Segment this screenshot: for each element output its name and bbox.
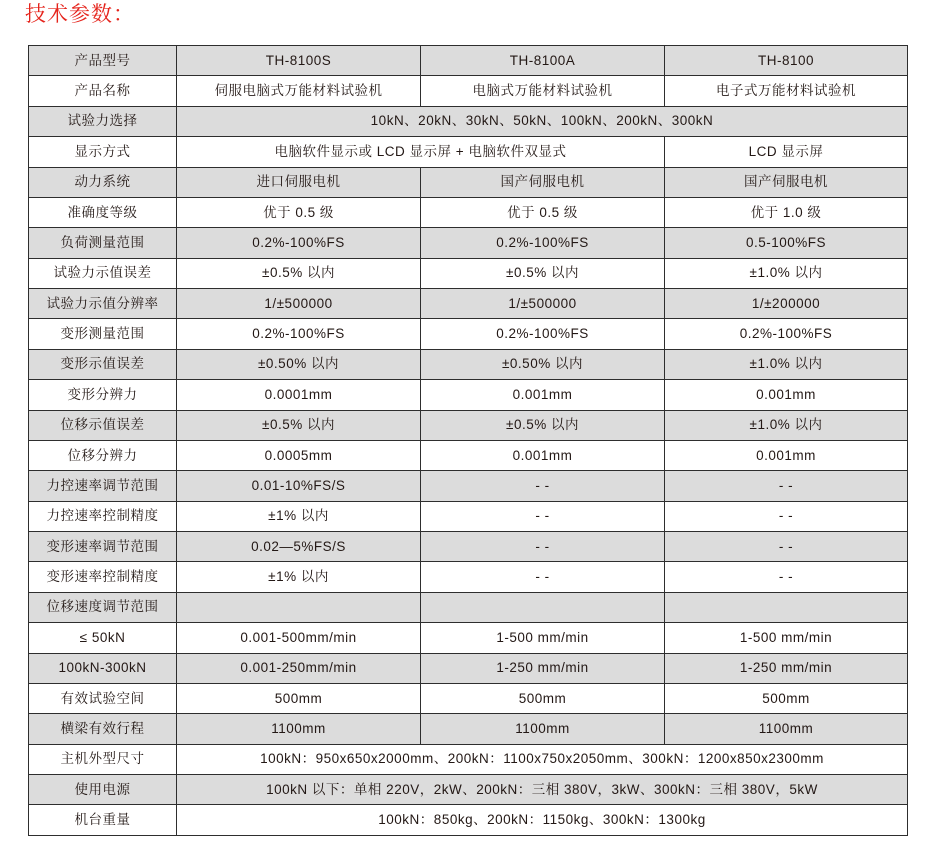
- cell-th-8100: 0.001mm: [665, 380, 908, 410]
- spec-row-product-name: [29, 76, 908, 106]
- row-label: 变形速率调节范围: [29, 532, 177, 562]
- cell-th-8100: 电子式万能材料试验机: [665, 76, 908, 106]
- spec-row-deformation-rate-accuracy: [29, 562, 908, 592]
- cell-th-8100s: 0.02—5%FS/S: [177, 532, 421, 562]
- cell-th-8100s: 500mm: [177, 683, 421, 713]
- cell-th-8100s: 1/±500000: [177, 289, 421, 319]
- cell-all-models: 100kN：950x650x2000mm、200kN：1100x750x2050mm、300kN：1200x850x2300mm: [177, 744, 908, 774]
- cell-th-8100s: TH-8100S: [177, 46, 421, 76]
- row-label: 力控速率控制精度: [29, 501, 177, 531]
- row-label: 动力系统: [29, 167, 177, 197]
- cell-th-8100a: ±0.5% 以内: [421, 258, 665, 288]
- cell-th-8100s: 进口伺服电机: [177, 167, 421, 197]
- spec-row-deformation-resolution: [29, 380, 908, 410]
- cell-th-8100s-empty: [177, 592, 421, 622]
- cell-th-8100s: 0.01-10%FS/S: [177, 471, 421, 501]
- cell-all-models: 10kN、20kN、30kN、50kN、100kN、200kN、300kN: [177, 106, 908, 136]
- cell-th-8100-empty: [665, 592, 908, 622]
- cell-th-8100s: 优于 0.5 级: [177, 197, 421, 227]
- cell-th-8100a: - -: [421, 471, 665, 501]
- row-label: 变形示值误差: [29, 349, 177, 379]
- row-label: 显示方式: [29, 137, 177, 167]
- cell-th-8100s: ±0.5% 以内: [177, 258, 421, 288]
- cell-th-8100s-th-8100a: 电脑软件显示或 LCD 显示屏 + 电脑软件双显式: [177, 137, 665, 167]
- row-label: 位移速度调节范围: [29, 592, 177, 622]
- page-title: 技术参数：: [25, 3, 135, 26]
- cell-th-8100a: TH-8100A: [421, 46, 665, 76]
- cell-th-8100a: 1100mm: [421, 714, 665, 744]
- spec-row-power-system: [29, 167, 908, 197]
- cell-th-8100: ±1.0% 以内: [665, 258, 908, 288]
- row-label: 试验力示值误差: [29, 258, 177, 288]
- row-label: 主机外型尺寸: [29, 744, 177, 774]
- cell-th-8100a: 500mm: [421, 683, 665, 713]
- cell-th-8100a: 优于 0.5 级: [421, 197, 665, 227]
- cell-th-8100s: 0.2%-100%FS: [177, 228, 421, 258]
- cell-th-8100: ±1.0% 以内: [665, 410, 908, 440]
- spec-row-force-indication-error: [29, 258, 908, 288]
- cell-th-8100: 1-500 mm/min: [665, 623, 908, 653]
- cell-th-8100s: 0.2%-100%FS: [177, 319, 421, 349]
- spec-row-effective-test-space: [29, 683, 908, 713]
- cell-th-8100: - -: [665, 501, 908, 531]
- spec-row-force-rate-range: [29, 471, 908, 501]
- row-label: 负荷测量范围: [29, 228, 177, 258]
- cell-th-8100a: 国产伺服电机: [421, 167, 665, 197]
- spec-row-speed-up-to-50kn: [29, 623, 908, 653]
- row-label: 使用电源: [29, 775, 177, 805]
- spec-row-force-rate-accuracy: [29, 501, 908, 531]
- cell-th-8100s: ±0.50% 以内: [177, 349, 421, 379]
- spec-row-speed-100-300kn: [29, 653, 908, 683]
- cell-th-8100a: 0.2%-100%FS: [421, 228, 665, 258]
- cell-th-8100: 500mm: [665, 683, 908, 713]
- row-label: 位移示值误差: [29, 410, 177, 440]
- spec-row-displacement-speed-range: [29, 592, 908, 622]
- spec-row-displacement-indication-error: [29, 410, 908, 440]
- cell-th-8100: - -: [665, 532, 908, 562]
- spec-row-deformation-indication-error: [29, 349, 908, 379]
- cell-th-8100s: 1100mm: [177, 714, 421, 744]
- spec-row-crossbeam-travel: [29, 714, 908, 744]
- cell-th-8100: 1-250 mm/min: [665, 653, 908, 683]
- row-label: 产品名称: [29, 76, 177, 106]
- cell-th-8100: 优于 1.0 级: [665, 197, 908, 227]
- spec-row-power-supply: [29, 775, 908, 805]
- cell-th-8100: 0.2%-100%FS: [665, 319, 908, 349]
- row-label: 变形速率控制精度: [29, 562, 177, 592]
- cell-th-8100a-empty: [421, 592, 665, 622]
- cell-th-8100s: ±0.5% 以内: [177, 410, 421, 440]
- row-label: 变形分辨力: [29, 380, 177, 410]
- cell-th-8100: LCD 显示屏: [665, 137, 908, 167]
- row-label: 试验力示值分辨率: [29, 289, 177, 319]
- row-label: 横梁有效行程: [29, 714, 177, 744]
- cell-th-8100a: ±0.5% 以内: [421, 410, 665, 440]
- cell-th-8100s: 0.0001mm: [177, 380, 421, 410]
- cell-th-8100s: ±1% 以内: [177, 562, 421, 592]
- cell-th-8100a: 电脑式万能材料试验机: [421, 76, 665, 106]
- spec-row-product-model: [29, 46, 908, 76]
- cell-th-8100s: 伺服电脑式万能材料试验机: [177, 76, 421, 106]
- spec-row-display-mode: [29, 137, 908, 167]
- cell-all-models: 100kN：850kg、200kN：1150kg、300kN：1300kg: [177, 805, 908, 835]
- row-label: 机台重量: [29, 805, 177, 835]
- spec-row-deformation-rate-range: [29, 532, 908, 562]
- cell-th-8100s: 0.001-500mm/min: [177, 623, 421, 653]
- row-label: 100kN-300kN: [29, 653, 177, 683]
- cell-th-8100a: 1/±500000: [421, 289, 665, 319]
- cell-th-8100: 0.5-100%FS: [665, 228, 908, 258]
- spec-table: [28, 45, 908, 836]
- cell-th-8100s: 0.0005mm: [177, 440, 421, 470]
- spec-row-displacement-resolution: [29, 440, 908, 470]
- cell-th-8100: 0.001mm: [665, 440, 908, 470]
- spec-row-frame-dimensions: [29, 744, 908, 774]
- cell-th-8100: 国产伺服电机: [665, 167, 908, 197]
- cell-th-8100a: 1-250 mm/min: [421, 653, 665, 683]
- row-label: 力控速率调节范围: [29, 471, 177, 501]
- cell-th-8100: ±1.0% 以内: [665, 349, 908, 379]
- row-label: 产品型号: [29, 46, 177, 76]
- cell-th-8100a: 0.001mm: [421, 440, 665, 470]
- cell-th-8100: - -: [665, 471, 908, 501]
- spec-row-accuracy-class: [29, 197, 908, 227]
- spec-row-load-measuring-range: [29, 228, 908, 258]
- cell-th-8100a: ±0.50% 以内: [421, 349, 665, 379]
- cell-th-8100s: ±1% 以内: [177, 501, 421, 531]
- cell-th-8100a: - -: [421, 501, 665, 531]
- cell-th-8100a: - -: [421, 532, 665, 562]
- cell-th-8100a: - -: [421, 562, 665, 592]
- spec-row-machine-weight: [29, 805, 908, 835]
- spec-row-test-force-options: [29, 106, 908, 136]
- cell-th-8100a: 0.001mm: [421, 380, 665, 410]
- cell-th-8100: 1100mm: [665, 714, 908, 744]
- cell-th-8100: TH-8100: [665, 46, 908, 76]
- row-label: 准确度等级: [29, 197, 177, 227]
- row-label: 位移分辨力: [29, 440, 177, 470]
- spec-row-deformation-measuring-range: [29, 319, 908, 349]
- row-label: 试验力选择: [29, 106, 177, 136]
- cell-th-8100s: 0.001-250mm/min: [177, 653, 421, 683]
- row-label: 变形测量范围: [29, 319, 177, 349]
- cell-th-8100a: 1-500 mm/min: [421, 623, 665, 653]
- spec-row-force-resolution: [29, 289, 908, 319]
- cell-th-8100a: 0.2%-100%FS: [421, 319, 665, 349]
- row-label: ≤ 50kN: [29, 623, 177, 653]
- cell-all-models: 100kN 以下：单相 220V，2kW、200kN：三相 380V，3kW、300kN：三相 380V，5kW: [177, 775, 908, 805]
- row-label: 有效试验空间: [29, 683, 177, 713]
- cell-th-8100: 1/±200000: [665, 289, 908, 319]
- cell-th-8100: - -: [665, 562, 908, 592]
